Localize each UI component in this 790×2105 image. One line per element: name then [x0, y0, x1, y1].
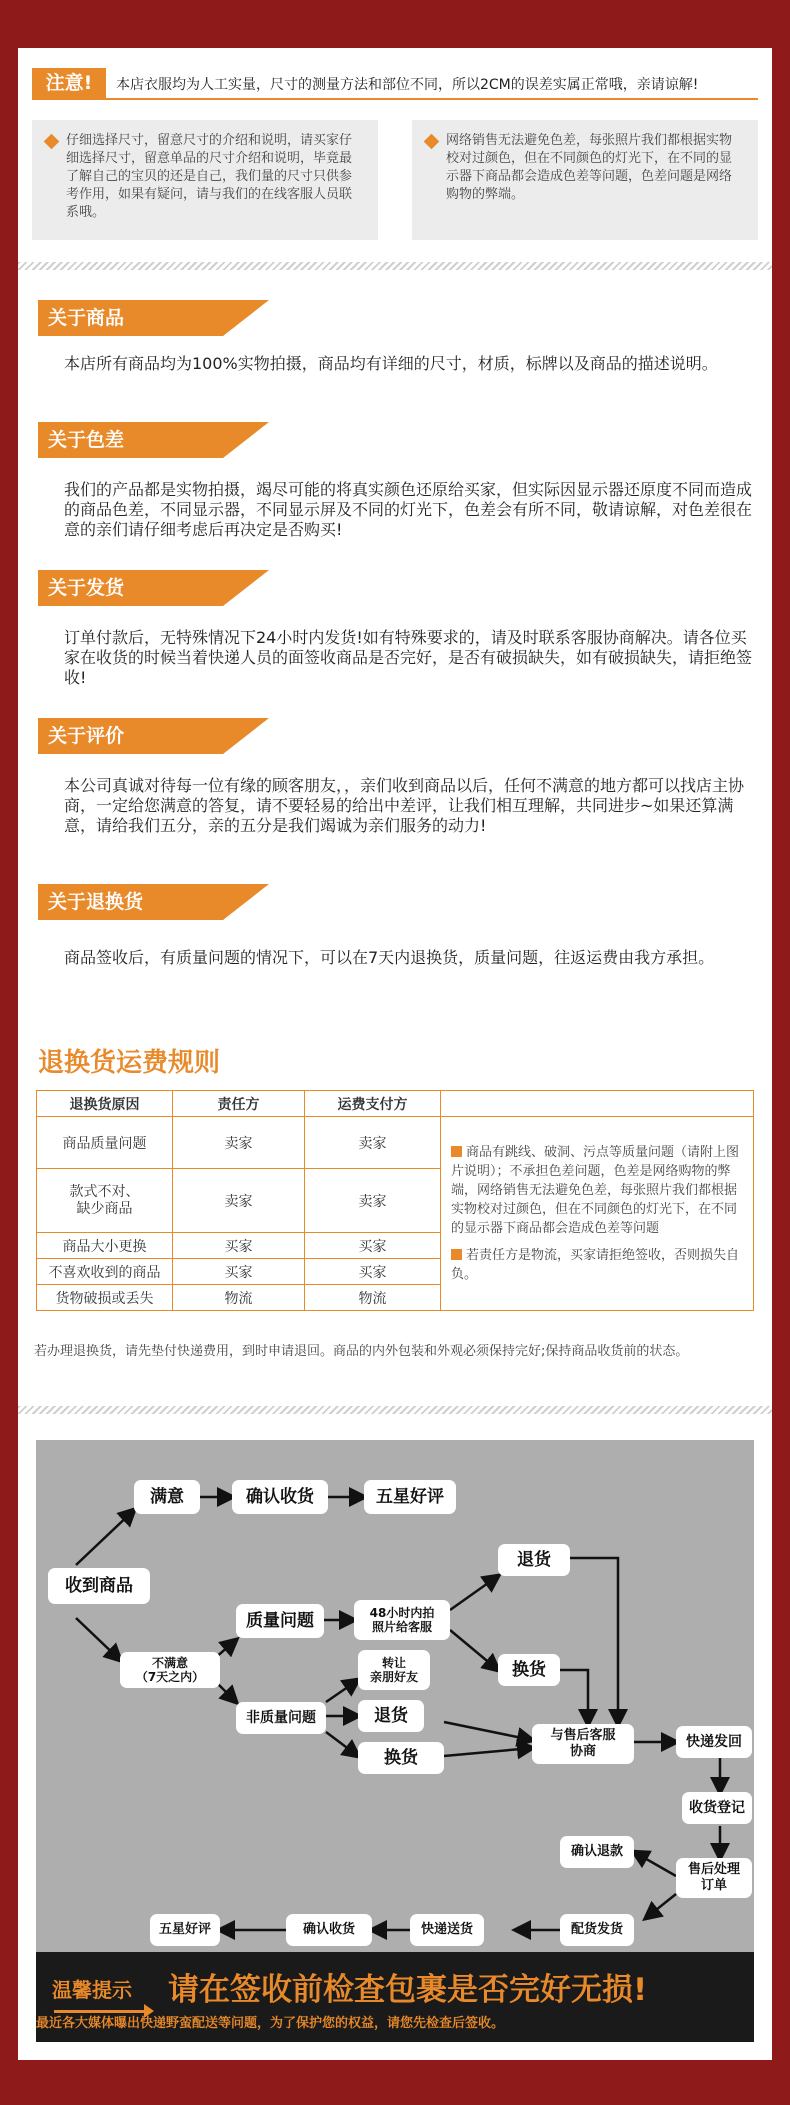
warning-label: 温馨提示	[52, 1978, 132, 2002]
rules-cell: 货物破损或丢失	[37, 1285, 173, 1311]
flow-node-refund: 确认退款	[560, 1836, 634, 1868]
flow-node-register: 收货登记	[682, 1792, 752, 1824]
warning-headline: 请在签收前检查包裹是否完好无损!	[168, 1972, 648, 2008]
square-bullet-icon	[451, 1146, 462, 1157]
section-title-review: 关于评价	[38, 718, 270, 754]
rules-cell: 卖家	[173, 1117, 305, 1169]
flow-node-receive: 收到商品	[48, 1568, 150, 1604]
rules-cell: 款式不对、 缺少商品	[37, 1169, 173, 1233]
flow-node-nonquality: 非质量问题	[236, 1702, 326, 1734]
section-body-shipping: 订单付款后，无特殊情况下24小时内发货!如有特殊要求的，请及时联系客服协商解决。请各位买家在收货的时候当着快递人员的面签收商品是否完好，是否有破损缺失，如有破损缺失，请拒绝签收!	[64, 628, 753, 687]
rules-footnote: 若办理退换货，请先垫付快递费用，到时申请退回。商品的内外包装和外观必须保持完好;保持商品收货前的状态。	[34, 1344, 689, 1359]
section-body-review: 本公司真诚对待每一位有缘的顾客朋友，，亲们收到商品以后，任何不满意的地方都可以找店主协商，一定给您满意的答复，请不要轻易的给出中差评，让我们相互理解，共同进步~如果还算满意，请给我们五分，亲的五分是我们竭诚为亲们服务的动力!	[64, 776, 745, 835]
section-title-return: 关于退换货	[38, 884, 270, 920]
rules-cell: 卖家	[173, 1169, 305, 1233]
rules-cell: 不喜欢收到的商品	[37, 1259, 173, 1285]
diamond-bullet-icon	[424, 134, 440, 150]
flow-node-negotiate: 与售后客服 协商	[532, 1724, 634, 1764]
rules-cell: 卖家	[305, 1117, 441, 1169]
notice-bar	[32, 68, 758, 100]
rules-cell: 商品质量问题	[37, 1117, 173, 1169]
rules-cell: 买家	[173, 1233, 305, 1259]
section-body-return: 商品签收后，有质量问题的情况下，可以在7天内退换货，质量问题，往返运费由我方承担。	[64, 948, 715, 967]
flow-node-dispatch: 配货发货	[560, 1914, 634, 1946]
flow-node-confirm: 确认收货	[232, 1480, 328, 1514]
rules-header-reason: 退换货原因	[37, 1091, 173, 1117]
warning-banner	[36, 1952, 754, 2042]
diamond-bullet-icon	[44, 134, 60, 150]
warning-subline: 最近各大媒体曝出快递野蛮配送等问题，为了保护您的权益，请您先检查后签收。	[36, 2016, 505, 2031]
after-sale-flowchart	[36, 1440, 754, 2002]
rules-cell: 买家	[173, 1259, 305, 1285]
flow-node-photo: 48小时内拍 照片给客服	[354, 1600, 450, 1640]
size-tip-text: 仔细选择尺寸，留意尺寸的介绍和说明，请买家仔细选择尺寸，留意单品的尺寸介绍和说明，毕竟最了解自己的宝贝的还是自己，我们量的尺寸只供参考作用，如果有疑问，请与我们的在线客服人员联系哦。	[66, 133, 353, 220]
rules-note-2: 若责任方是物流，买家请拒绝签收，否则损失自负。	[451, 1248, 740, 1282]
flow-node-express: 快递送货	[410, 1914, 484, 1946]
info-page	[18, 48, 772, 2060]
flow-node-quality: 质量问题	[236, 1604, 324, 1638]
rules-header-payer: 运费支付方	[305, 1091, 441, 1117]
color-tip-box	[412, 120, 758, 240]
flow-node-ship-back: 快递发回	[676, 1726, 752, 1758]
notice-label: 注意!	[32, 68, 106, 98]
flow-node-unsatisfied: 不满意 （7天之内）	[120, 1652, 220, 1688]
size-tip-box	[32, 120, 378, 240]
stripe-divider	[18, 262, 772, 270]
square-bullet-icon	[451, 1249, 462, 1260]
notice-text: 本店衣服均为人工实量，尺寸的测量方法和部位不同，所以2CM的误差实属正常哦，亲请谅解!	[116, 77, 699, 93]
flow-node-return: 退货	[498, 1544, 570, 1576]
rules-cell: 物流	[305, 1285, 441, 1311]
rules-table	[36, 1090, 754, 1311]
color-tip-text: 网络销售无法避免色差，每张照片我们都根据实物校对过颜色，但在不同颜色的灯光下，在不同的显示器下商品都会造成色差等问题，色差问题是网络购物的弊端。	[446, 133, 733, 202]
flow-node-return-2: 退货	[358, 1700, 424, 1732]
section-title-product: 关于商品	[38, 300, 270, 336]
rules-cell: 卖家	[305, 1169, 441, 1233]
section-title-shipping: 关于发货	[38, 570, 270, 606]
flow-node-transfer: 转让 亲朋好友	[358, 1650, 430, 1690]
rules-cell: 商品大小更换	[37, 1233, 173, 1259]
rules-cell: 买家	[305, 1259, 441, 1285]
stripe-divider	[18, 1406, 772, 1414]
flow-node-confirm-2: 确认收货	[286, 1914, 372, 1946]
flow-node-satisfied: 满意	[134, 1480, 200, 1514]
section-body-product: 本店所有商品均为100%实物拍摄，商品均有详细的尺寸，材质，标牌以及商品的描述说明。	[64, 354, 718, 373]
flow-node-exchange-2: 换货	[358, 1742, 444, 1774]
rules-note-1: 商品有跳线、破洞、污点等质量问题（请附上图片说明）；不承担色差问题，色差是网络购物的弊端，网络销售无法避免色差，每张照片我们都根据实物校对过颜色，但在不同颜色的灯光下，在不同的显示器下商品都会造成色差等问题	[451, 1145, 740, 1236]
flow-node-after-sale: 售后处理 订单	[676, 1858, 752, 1898]
rules-header-party: 责任方	[173, 1091, 305, 1117]
flow-node-five-star: 五星好评	[364, 1480, 456, 1514]
rules-cell: 物流	[173, 1285, 305, 1311]
flow-node-five-star-2: 五星好评	[150, 1914, 220, 1946]
section-title-color: 关于色差	[38, 422, 270, 458]
rules-notes	[441, 1117, 754, 1311]
rules-title: 退换货运费规则	[38, 1048, 221, 1078]
flow-node-exchange: 换货	[498, 1654, 560, 1686]
rules-cell: 买家	[305, 1233, 441, 1259]
section-body-color: 我们的产品都是实物拍摄，竭尽可能的将真实颜色还原给买家，但实际因显示器还原度不同而造成的商品色差，不同显示器，不同显示屏及不同的灯光下，色差会有所不同，敬请谅解，对色差很在意的亲们请仔细考虑后再决定是否购买!	[64, 480, 753, 539]
